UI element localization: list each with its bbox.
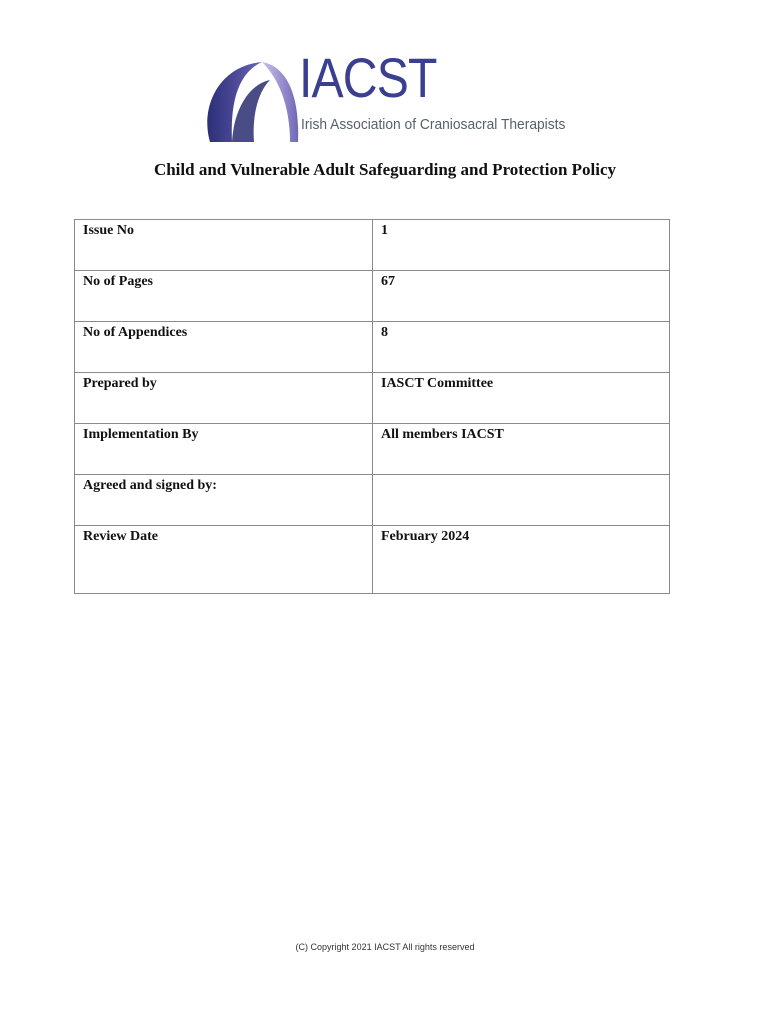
row-value: February 2024	[373, 526, 670, 594]
table-row	[75, 322, 670, 373]
copyright-footer: (C) Copyright 2021 IACST All rights reserved	[295, 942, 475, 952]
document-title: Child and Vulnerable Adult Safeguarding and Protection Policy	[153, 160, 617, 179]
row-label: No of Appendices	[75, 322, 373, 373]
row-label: Agreed and signed by:	[75, 475, 373, 526]
table-row	[75, 475, 670, 526]
row-value: 1	[373, 220, 670, 271]
row-value: All members IACST	[373, 424, 670, 475]
signature-cell	[373, 475, 670, 526]
row-label: Prepared by	[75, 373, 373, 424]
document-details-table	[74, 219, 670, 594]
logo-acronym: IACST	[299, 46, 437, 109]
row-label: No of Pages	[75, 271, 373, 322]
row-label: Issue No	[75, 220, 373, 271]
table-row	[75, 424, 670, 475]
table-row	[75, 373, 670, 424]
row-value: 8	[373, 322, 670, 373]
row-label: Review Date	[75, 526, 373, 594]
table-row	[75, 526, 670, 594]
row-label: Implementation By	[75, 424, 373, 475]
table-row	[75, 220, 670, 271]
logo-full-name: Irish Association of Craniosacral Therapists	[301, 116, 566, 133]
iacst-logo	[200, 46, 580, 150]
table-row	[75, 271, 670, 322]
row-value: IASCT Committee	[373, 373, 670, 424]
arch-logo-icon	[200, 58, 304, 146]
row-value: 67	[373, 271, 670, 322]
